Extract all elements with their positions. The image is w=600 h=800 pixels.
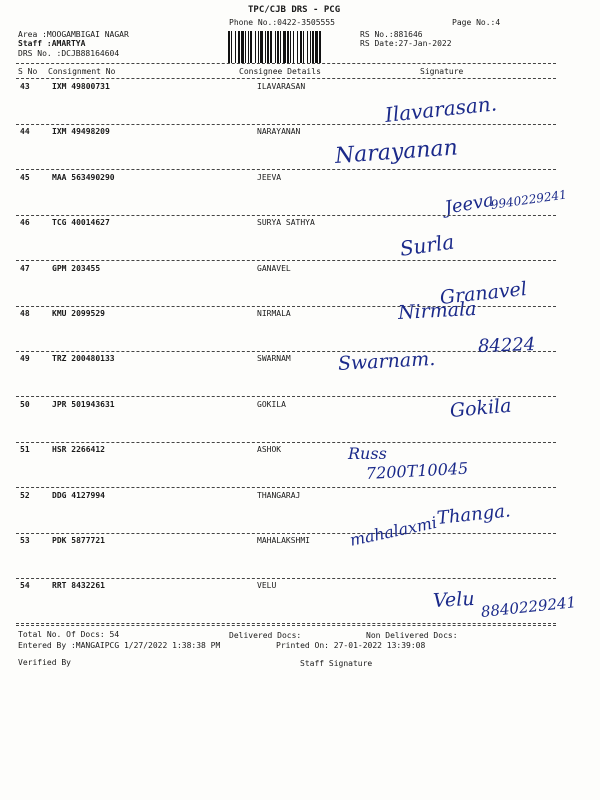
col-header-consignee: Consignee Details [239, 67, 321, 76]
barcode-bar [245, 31, 246, 63]
row-divider [16, 169, 556, 170]
header-divider [16, 63, 556, 64]
row-consignee: GANAVEL [257, 264, 291, 273]
barcode-bar [228, 31, 230, 63]
row-consignment-no: IXM 49498209 [52, 127, 110, 136]
barcode-bar [231, 31, 232, 63]
row-consignee: VELU [257, 581, 277, 590]
row-sno: 43 [20, 82, 30, 91]
page-number: Page No.:4 [452, 18, 501, 27]
barcode-bar [275, 31, 276, 63]
row-signature: mahalaxmi [348, 512, 439, 550]
area-label: Area :MOOGAMBIGAI NAGAR [18, 30, 129, 39]
row-divider [16, 260, 556, 261]
barcode [228, 31, 356, 63]
barcode-bar [277, 31, 279, 63]
row-signature: Thanga. [435, 500, 512, 529]
row-consignee: SWARNAM [257, 354, 291, 363]
barcode-bar [310, 31, 311, 63]
row-sno: 50 [20, 400, 30, 409]
row-signature: Jeeva [443, 189, 496, 219]
row-divider [16, 533, 556, 534]
row-divider [16, 215, 556, 216]
barcode-bar [290, 31, 291, 63]
row-signature: Ilavarasan. [383, 91, 498, 127]
col-header-sno: S No [18, 67, 38, 76]
barcode-bar [303, 31, 304, 63]
drs-number: DRS No. :DCJB88164604 [18, 49, 120, 58]
non-delivered-docs: Non Delivered Docs: [366, 631, 458, 640]
row-divider [16, 578, 556, 579]
rs-date: RS Date:27-Jan-2022 [360, 39, 452, 48]
row-signature: Narayanan [334, 135, 459, 169]
verified-by: Verified By [18, 658, 71, 667]
handwritten-phone-number: 8840229241 [480, 593, 577, 621]
row-sno: 48 [20, 309, 30, 318]
row-signature: Granavel [438, 277, 528, 309]
row-divider [16, 124, 556, 125]
row-consignee: JEEVA [257, 173, 282, 182]
entered-by: Entered By :MANGAIPCG 1/27/2022 1:38:38 PM [18, 641, 221, 650]
row-consignment-no: HSR 2266412 [52, 445, 105, 454]
row-signature: Gokila [449, 394, 513, 422]
row-consignee: NIRMALA [257, 309, 291, 318]
row-consignee: THANGARAJ [257, 491, 301, 500]
row-consignment-no: PDK 5877721 [52, 536, 105, 545]
row-divider [16, 623, 556, 624]
row-consignment-no: JPR 501943631 [52, 400, 115, 409]
barcode-bar [250, 31, 252, 63]
row-consignee: NARAYANAN [257, 127, 301, 136]
col-header-signature: Signature [420, 67, 464, 76]
barcode-bar [267, 31, 269, 63]
barcode-bar [238, 31, 240, 63]
phone-number: Phone No.:0422-3505555 [229, 18, 335, 27]
barcode-bar [235, 31, 236, 63]
barcode-bar [300, 31, 302, 63]
barcode-bar [248, 31, 249, 63]
row-consignment-no: RRT 8432261 [52, 581, 105, 590]
handwritten-phone-number: 84224 [477, 334, 536, 357]
barcode-bar [297, 31, 298, 63]
barcode-bar [265, 31, 266, 63]
barcode-bar [258, 31, 259, 63]
row-sno: 49 [20, 354, 30, 363]
rs-number: RS No.:881646 [360, 30, 423, 39]
barcode-bar [315, 31, 318, 63]
barcode-bar [283, 31, 286, 63]
row-sno: 47 [20, 264, 30, 273]
handwritten-phone-number: 9940229241 [490, 187, 568, 212]
staff-signature-label: Staff Signature [300, 659, 373, 668]
barcode-bar [293, 31, 294, 63]
total-docs: Total No. Of Docs: 54 [18, 630, 120, 639]
delivered-docs: Delivered Docs: [229, 631, 302, 640]
row-divider [16, 351, 556, 352]
row-signature: Russ [348, 444, 387, 463]
printed-on: Printed On: 27-01-2022 13:39:08 [276, 641, 426, 650]
row-sno: 53 [20, 536, 30, 545]
footer-divider [16, 625, 556, 626]
row-sno: 44 [20, 127, 30, 136]
row-sno: 45 [20, 173, 30, 182]
row-consignment-no: KMU 2099529 [52, 309, 105, 318]
barcode-bar [312, 31, 314, 63]
row-sno: 54 [20, 581, 30, 590]
col-header-consignment: Consignment No [48, 67, 116, 76]
row-consignee: SURYA SATHYA [257, 218, 315, 227]
row-consignment-no: GPM 203455 [52, 264, 101, 273]
row-sno: 46 [20, 218, 30, 227]
staff-label: Staff :AMARTYA [18, 39, 86, 48]
barcode-bar [287, 31, 289, 63]
row-consignee: MAHALAKSHMI [257, 536, 310, 545]
row-sno: 51 [20, 445, 30, 454]
barcode-bar [319, 31, 321, 63]
handwritten-phone-number: 7200T10045 [365, 458, 469, 483]
row-consignment-no: DDG 4127994 [52, 491, 105, 500]
row-consignment-no: MAA 563490290 [52, 173, 115, 182]
barcode-bar [307, 31, 308, 63]
row-signature: Surla [398, 229, 456, 261]
row-consignment-no: TRZ 200480133 [52, 354, 115, 363]
row-consignee: ILAVARASAN [257, 82, 306, 91]
barcode-bar [260, 31, 263, 63]
row-sno: 52 [20, 491, 30, 500]
row-signature: Swarnam. [337, 347, 436, 375]
document-title: TPC/CJB DRS - PCG [248, 5, 341, 15]
barcode-bar [241, 31, 244, 63]
row-consignee: ASHOK [257, 445, 282, 454]
row-divider [16, 487, 556, 488]
barcode-bar [255, 31, 256, 63]
row-signature: Nirmala [397, 297, 478, 324]
barcode-bar [270, 31, 272, 63]
column-header-divider [16, 78, 556, 79]
row-consignment-no: IXM 49800731 [52, 82, 110, 91]
row-consignment-no: TCG 40014627 [52, 218, 110, 227]
row-divider [16, 442, 556, 443]
barcode-bar [280, 31, 281, 63]
row-signature: Velu [432, 587, 476, 612]
row-consignee: GOKILA [257, 400, 286, 409]
